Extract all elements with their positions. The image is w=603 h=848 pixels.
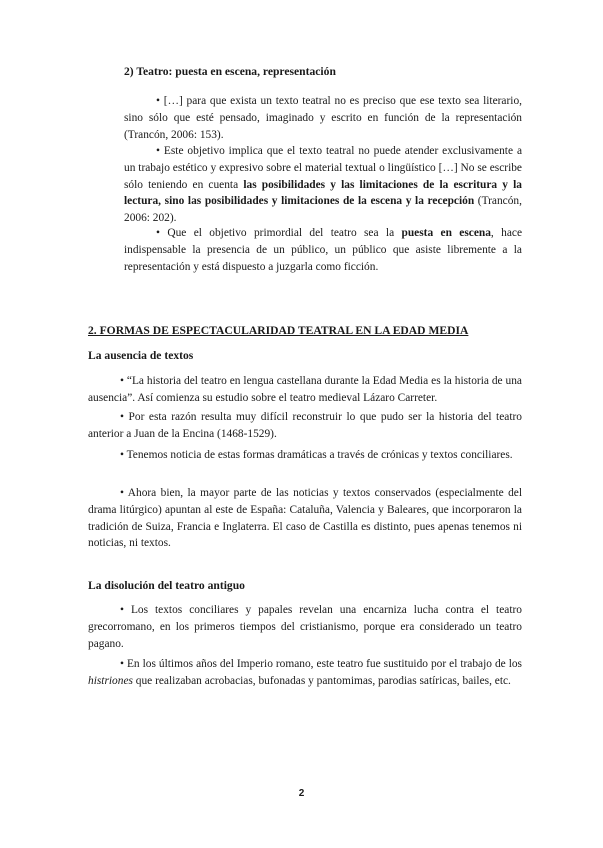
paragraph-4-text: • “La historia del teatro en lengua castellana durante la Edad Media es la historia de una ausencia”. Así comienza su estudio sobre el teatro medieval Lázaro Carreter. <box>88 375 522 404</box>
paragraph-3-bold: puesta en escena <box>401 227 491 239</box>
paragraph-4 <box>88 373 522 407</box>
paragraph-7 <box>88 485 522 552</box>
paragraph-2-bold: las posibilidades y las limitaciones de la escritura y la lectura, sino las posibilidades y limitaciones de la escena y la recepción <box>124 178 522 208</box>
paragraph-7-text: • Ahora bien, la mayor parte de las noticias y textos conservados (especialmente del drama litúrgico) apuntan al este de España: Cataluña, Valencia y Baleares, que incorporaron la tradición de Suiza, Francia e Inglaterra. El caso de Castilla es distinto, pues apenas tenemos ni noticias, ni textos. <box>88 487 522 550</box>
paragraph-9-rest: que realizaban acrobacias, bufonadas y pantomimas, parodias satíricas, bailes, etc. <box>132 674 511 687</box>
subheading-disolucion: La disolución del teatro antiguo <box>88 579 245 592</box>
paragraph-8-text: • Los textos conciliares y papales revelan una encarniza lucha contra el teatro grecorromano, en los primeros tiempos del cristianismo, porque era considerado un teatro pagano. <box>88 604 522 650</box>
paragraph-9 <box>88 656 522 690</box>
paragraph-2 <box>124 143 522 227</box>
paragraph-2-text: • Este objetivo implica que el texto teatral no puede atender exclusivamente a un trabajo estético y expresivo sobre el material textual o lingüístico […] No se escribe sólo teniendo en cuenta <box>124 145 522 191</box>
paragraph-1-text: • […] para que exista un texto teatral no es preciso que ese texto sea literario, sino sólo que esté pensado, imaginado y escrito en función de la representación (Trancón, 2006: 153). <box>124 95 522 141</box>
paragraph-5-text: • Por esta razón resulta muy difícil reconstruir lo que pudo ser la historia del teatro anterior a Juan de la Encina (1468-1529). <box>88 411 522 440</box>
paragraph-2-citation: (Trancón, 2006: 202). <box>124 195 522 225</box>
paragraph-3 <box>124 225 522 275</box>
main-section-heading: 2. FORMAS DE ESPECTACULARIDAD TEATRAL EN LA EDAD MEDIA <box>88 324 469 337</box>
paragraph-3-rest: , hace indispensable la presencia de un público, un público que asiste libremente a la representación y está dispuesto a juzgarla como ficción. <box>124 227 522 273</box>
paragraph-9-text: • En los últimos años del Imperio romano, este teatro fue sustituido por el trabajo de los <box>120 658 522 670</box>
section-heading-teatro: 2) Teatro: puesta en escena, representación <box>124 65 336 78</box>
paragraph-9-italic: histriones <box>88 674 133 687</box>
paragraph-6 <box>88 447 522 464</box>
paragraph-5 <box>88 409 522 443</box>
subheading-ausencia: La ausencia de textos <box>88 349 194 362</box>
paragraph-1 <box>124 93 522 143</box>
paragraph-8 <box>88 602 522 652</box>
page-number: 2 <box>298 788 305 799</box>
paragraph-3-text: • Que el objetivo primordial del teatro sea la <box>156 227 402 239</box>
paragraph-6-text: • Tenemos noticia de estas formas dramáticas a través de crónicas y textos conciliares. <box>120 449 513 461</box>
